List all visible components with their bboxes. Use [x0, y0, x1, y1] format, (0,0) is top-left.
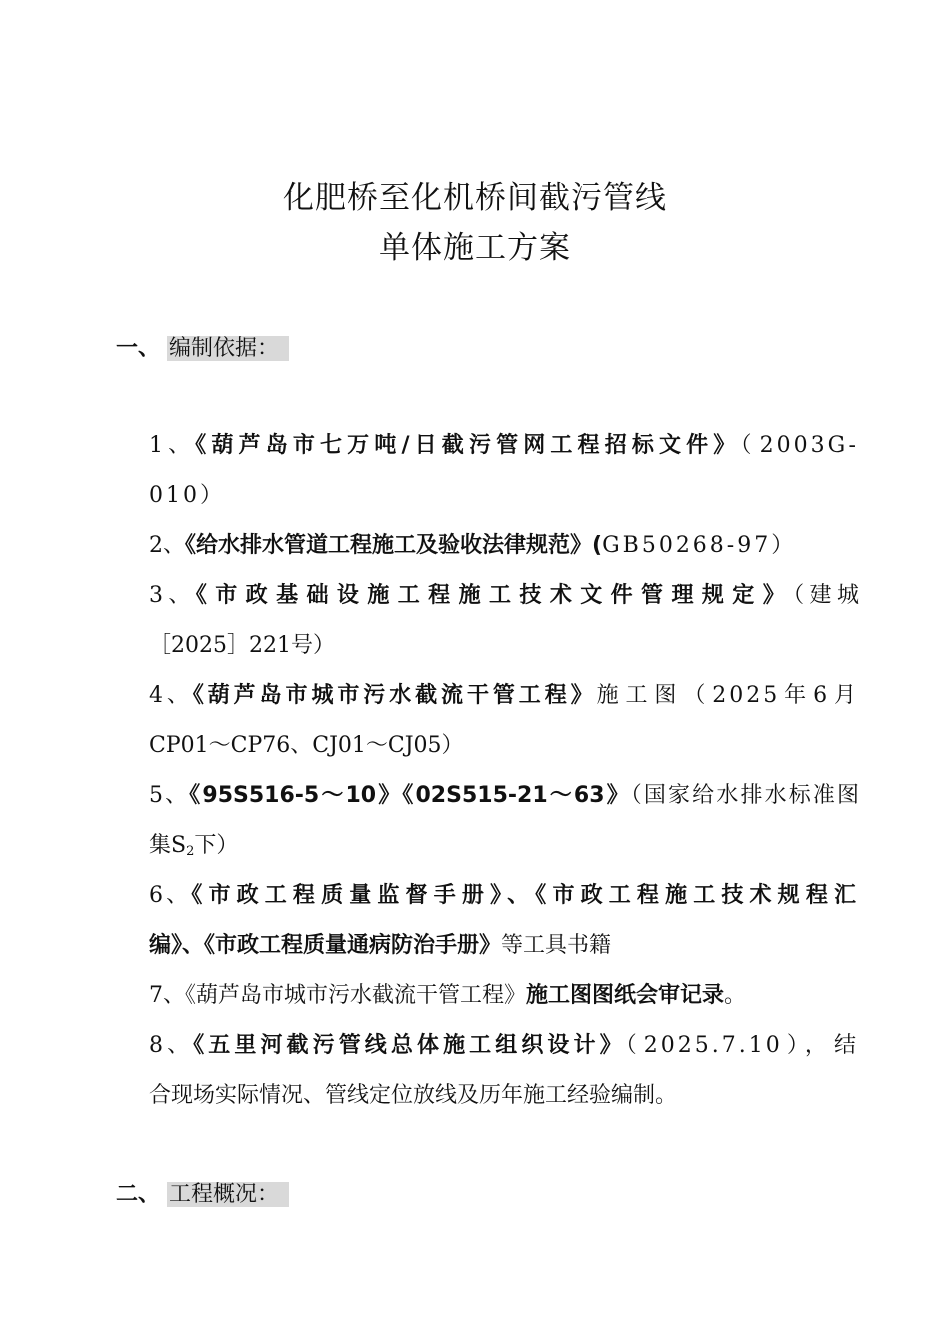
reference-note: （国家给水排水标准图: [630, 783, 859, 808]
document-reference-title: 编》、《市政工程质量通病防治手册》: [149, 933, 502, 958]
document-reference-title: 《五里河截污管线总体施工组织设计》: [193, 1033, 626, 1058]
list-item-8-continued: 合现场实际情况、管线定位放线及历年施工经验编制。: [149, 1083, 678, 1108]
list-item-2: [149, 531, 859, 561]
section-title: 工程概况：: [167, 1182, 289, 1207]
list-item-6: [149, 881, 859, 911]
list-item-5-continued: 集$S_2$下）: [149, 833, 239, 859]
list-item-7: 7、《葫芦岛市城市污水截流干管工程》施工图图纸会审记录。: [149, 983, 747, 1008]
open-paren: (: [592, 533, 603, 558]
reference-code: 施工图（2025年6月: [596, 683, 859, 708]
item-number: 6、: [149, 883, 192, 908]
document-reference-title: 《葫芦岛市城市污水截流干管工程》: [192, 683, 597, 708]
document-reference-prefix: 《葫芦岛市城市污水截流干管工程》: [185, 983, 527, 1008]
reference-date: （2025.7.10），结: [625, 1033, 859, 1058]
item-number: 5、: [149, 783, 190, 808]
section-number: 一、: [116, 336, 161, 361]
document-reference-title: 《市政基础设施工程施工技术文件管理规定》: [195, 583, 794, 608]
reference-code: GB50268-97）: [602, 533, 797, 558]
section-title: 编制依据：: [167, 336, 289, 361]
item-number: 1、: [149, 433, 196, 458]
list-item-1-continued: 010）: [149, 483, 225, 508]
item-number: 4、: [149, 683, 193, 708]
list-item-3-continued: ［2025］221号）: [149, 633, 335, 658]
document-reference-title: 《市政工程质量监督手册》、《市政工程施工技术规程汇: [191, 883, 859, 908]
document-reference-title: 《葫芦岛市七万吨/日截污管网工程招标文件》: [195, 433, 741, 458]
reference-code: （2003G-: [740, 433, 859, 458]
reference-code: （建城: [793, 583, 859, 608]
reference-note: 等工具书籍: [501, 933, 612, 958]
list-item-4: [149, 681, 859, 711]
item-number: 2、: [149, 533, 185, 558]
list-item-1: [149, 431, 859, 461]
list-item-3: [149, 581, 859, 611]
document-title-line-2: 单体施工方案: [379, 230, 571, 266]
item-number: 3、: [149, 583, 196, 608]
standard-drawing-codes: 《95S516-5～10》《02S515-21～63》: [189, 783, 631, 808]
document-reference-title: 《给水排水管道工程施工及验收法律规范》: [185, 533, 593, 558]
list-item-4-continued: CP01～CP76、CJ01～CJ05）: [149, 733, 464, 758]
section-heading-overview: [116, 1180, 289, 1210]
list-item-8: [149, 1031, 859, 1061]
list-item-6-continued: [149, 931, 859, 961]
document-reference-title: 施工图图纸会审记录: [526, 983, 725, 1008]
item-number: 8、: [149, 1033, 194, 1058]
section-number: 二、: [116, 1182, 161, 1207]
item-number: 7、: [149, 983, 185, 1008]
section-heading-basis: [116, 334, 289, 364]
subscript: 2: [186, 844, 195, 859]
document-title-line-1: 化肥桥至化机桥间截污管线: [283, 180, 667, 216]
list-item-5: [149, 781, 859, 811]
